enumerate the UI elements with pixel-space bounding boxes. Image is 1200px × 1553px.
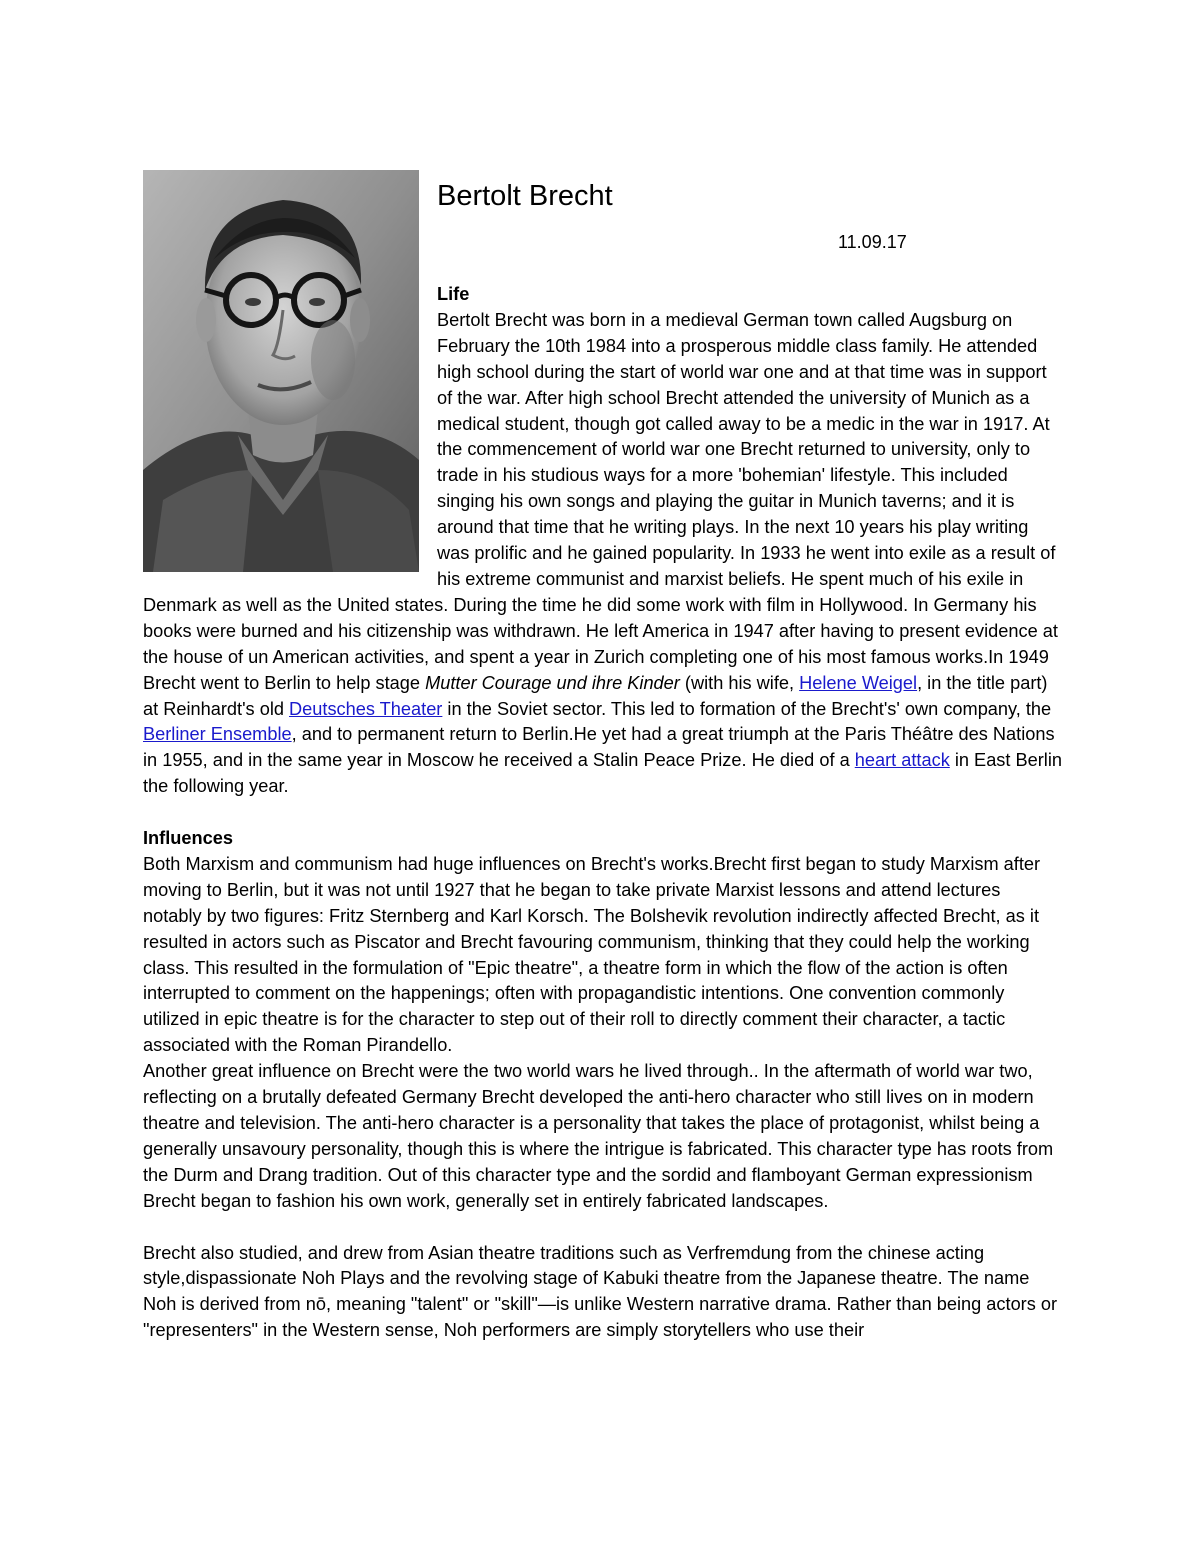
influences-paragraph-2: Another great influence on Brecht were the two world wars he lived through.. In the aftermath of world war two, reflecting on a brutally defeated Germany Brecht developed the anti-hero character who still lives on in modern theatre and television. The anti-hero character is a personality that takes the place of protagonist, whilst being a generally unsavoury personality, though this is where the intrigue is fabricated. This character type has roots from the Durm and Drang tradition. Out of this character type and the sordid and flamboyant German expressionism Brecht began to fashion his own work, generally set in entirely fabricated landscapes. bbox=[143, 1061, 1054, 1211]
paragraph-gap bbox=[143, 800, 1063, 826]
berliner-ensemble-link[interactable]: Berliner Ensemble bbox=[143, 724, 292, 745]
helene-weigel-link[interactable]: Helene Weigel bbox=[799, 672, 918, 693]
life-heading: Life bbox=[437, 284, 470, 304]
life-text: , and to permanent return to Berlin.He yet had a great triumph at the Paris Théâtre des Nations in 1955, and in the same year in Moscow he received a Stalin Peace Prize. He died of a bbox=[143, 724, 1055, 771]
document-title: Bertolt Brecht bbox=[437, 180, 613, 212]
influences-heading: Influences bbox=[143, 828, 233, 849]
mutter-courage-title: Mutter Courage und ihre Kinder bbox=[425, 672, 680, 693]
paragraph-gap bbox=[143, 1215, 1063, 1241]
heart-attack-link[interactable]: heart attack bbox=[854, 750, 950, 771]
photo-wrap-spacer bbox=[143, 282, 437, 578]
life-text: in East Berlin the following year. bbox=[143, 750, 1063, 797]
document-date: 11.09.17 bbox=[838, 232, 907, 252]
deutsches-theater-link[interactable]: Deutsches Theater bbox=[289, 698, 443, 719]
life-text: , in the title part) at Reinhardt's old bbox=[143, 672, 1048, 719]
life-text: Bertolt Brecht was born in a medieval German town called Augsburg on February the 10th 1984 into a prosperous middle class family. He attended high school during the start of world war one and at that time was in support of the war. After high school Brecht attended the university of Munich as a medical student, though got called away to be a medic in the war in 1917. At the commencement of world war one Brecht returned to university, only to trade in his studious ways for a more 'bohemian' lifestyle. This included singing his own songs and playing the guitar in Munich taverns; and it is around that time that he writing plays. In the next 10 years his play writing was prolific and he gained popularity. In 1933 he went into exile as a result of his extreme communist and marxist beliefs. He spent much of his exile in Denmark as well as the United states. During the time he did some work with film in Hollywood. In Germany his books were burned and his citizenship was withdrawn. He left America in 1947 after having to present evidence at the house of un American activities, and spent a year in Zurich completing one of his most famous works.In 1949 Brecht went to Berlin to help stage bbox=[143, 309, 1058, 693]
influences-paragraph-1: Both Marxism and communism had huge influences on Brecht's works.Brecht first began to study Marxism after moving to Berlin, but it was not until 1927 that he began to take private Marxist lessons and attend lectures notably by two figures: Fritz Sternberg and Karl Korsch. The Bolshevik revolution indirectly affected Brecht, as it resulted in actors such as Piscator and Brecht favouring communism, thinking that they could help the working class. This resulted in the formulation of "Epic theatre", a theatre form in which the flow of the action is often interrupted to comment on the happenings; often with propagandistic intentions. One convention commonly utilized in epic theatre is for the character to step out of their roll to directly comment their character, a tactic associated with the Roman Pirandello. bbox=[143, 853, 1041, 1056]
influences-paragraph-3: Brecht also studied, and drew from Asian theatre traditions such as Verfremdung from the chinese acting style,dispassionate Noh Plays and the revolving stage of Kabuki theatre from the Japanese theatre. The name Noh is derived from nō, meaning "talent" or "skill"—is unlike Western narrative drama. Rather than being actors or "representers" in the Western sense, Noh performers are simply storytellers who use their bbox=[143, 1242, 1058, 1341]
life-text: (with his wife, bbox=[679, 672, 800, 693]
document-body bbox=[143, 282, 1063, 1344]
life-text: in the Soviet sector. This led to formation of the Brecht's' own company, the bbox=[442, 698, 1052, 719]
